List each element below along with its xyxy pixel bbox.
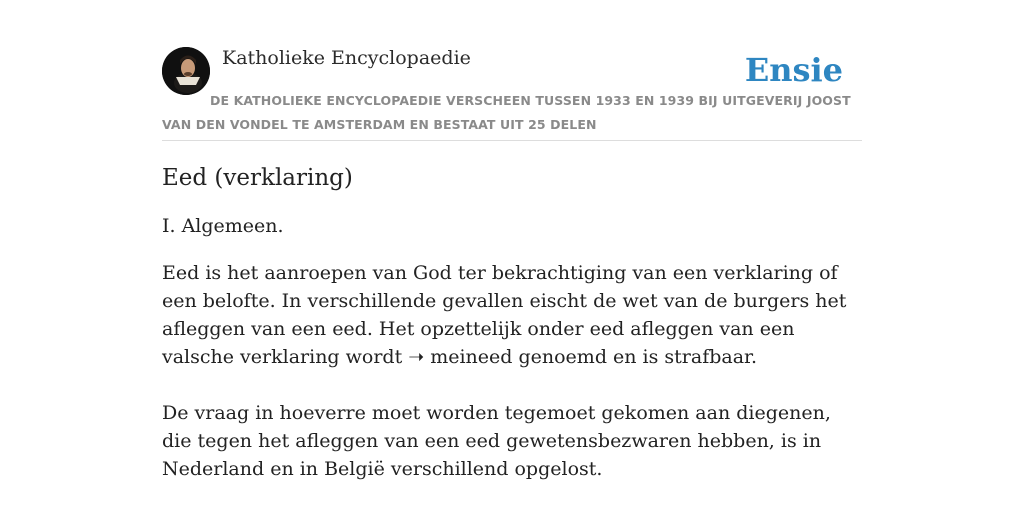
- paragraph-1-text: Eed is het aanroepen van God ter bekrachtiging van een verklaring of een belofte. In verschillende gevallen eischt de wet van de burgers het afleggen van een eed. Het opzettelijk onder eed afleggen van een valsche verklaring wordt: [162, 262, 847, 368]
- brand-logo[interactable]: Ensie: [744, 51, 843, 89]
- portrait-icon: [162, 47, 210, 95]
- site-description: DE KATHOLIEKE ENCYCLOPAEDIE VERSCHEEN TUSSEN 1933 EN 1939 BIJ UITGEVERIJ JOOST VAN DEN VONDEL TE AMSTERDAM EN BESTAAT UIT 25 DELEN: [162, 93, 851, 132]
- paragraph-1-link-text[interactable]: meineed genoemd en is strafbaar.: [424, 346, 758, 368]
- arrow-link-icon[interactable]: ➝: [408, 346, 425, 368]
- article-title: Eed (verklaring): [162, 165, 353, 191]
- site-header: [162, 40, 862, 141]
- site-title[interactable]: Katholieke Encyclopaedie: [222, 47, 471, 69]
- section-heading: I. Algemeen.: [162, 215, 284, 237]
- article: [162, 160, 862, 483]
- paragraph-1: [162, 259, 862, 371]
- avatar[interactable]: [162, 47, 210, 95]
- paragraph-2: De vraag in hoeverre moet worden tegemoet gekomen aan diegenen, die tegen het afleggen van een eed gewetensbezwaren hebben, is in Nederland en in België verschillend opgelost.: [162, 402, 831, 480]
